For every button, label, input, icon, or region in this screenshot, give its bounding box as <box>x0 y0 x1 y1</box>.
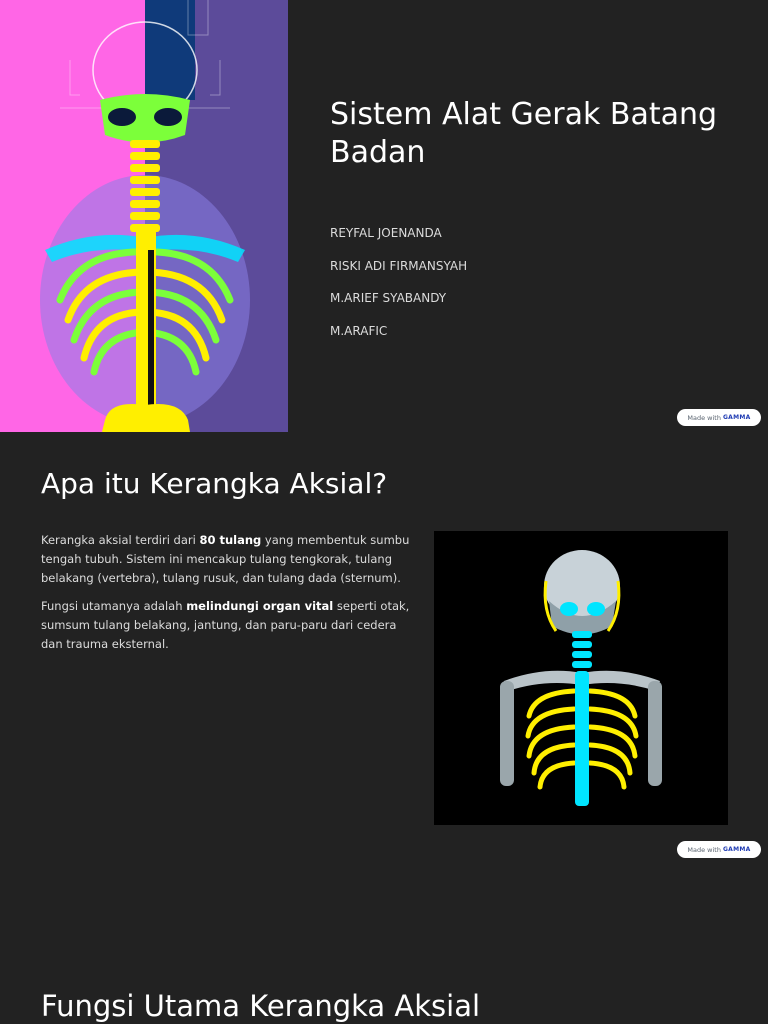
author-name: REYFAL JOENANDA <box>330 226 442 240</box>
emphasis-text: 80 tulang <box>199 533 262 547</box>
main-functions-slide <box>0 864 768 1024</box>
badge-prefix: Made with <box>687 413 721 422</box>
author-name: RISKI ADI FIRMANSYAH <box>330 258 468 273</box>
gamma-logo: GAMMA <box>722 414 751 421</box>
gamma-logo: GAMMA <box>722 846 751 853</box>
author-name: M.ARAFIC <box>330 323 388 338</box>
author-list <box>330 226 467 356</box>
emphasis-text: melindungi organ vital <box>186 599 334 613</box>
neon-skeleton-image <box>434 531 728 825</box>
paragraph-text: Kerangka aksial terdiri dari <box>41 533 200 547</box>
paragraph-composition <box>41 531 411 588</box>
author-name: M.ARIEF SYABANDY <box>330 291 447 306</box>
made-with-gamma-badge[interactable] <box>677 841 761 858</box>
slide-heading: Apa itu Kerangka Aksial? <box>41 467 388 500</box>
badge-prefix: Made with <box>687 845 721 854</box>
paragraph-function <box>41 597 411 654</box>
skeleton-illustration-image <box>0 0 288 432</box>
axial-skeleton-slide <box>0 432 768 864</box>
made-with-gamma-badge[interactable] <box>677 409 761 426</box>
paragraph-text: yang membentuk sumbu tengah tubuh. Sistem ini mencakup tulang tengkorak, tulang belakang (vertebra), tulang rusuk, dan tulang dada (sternum). <box>41 533 410 585</box>
presentation-title: Sistem Alat Gerak Batang Badan <box>330 97 718 170</box>
slide-heading: Fungsi Utama Kerangka Aksial <box>41 989 481 1023</box>
title-slide <box>0 0 768 432</box>
paragraph-text: seperti otak, sumsum tulang belakang, jantung, dan paru-paru dari cedera dan trauma eksternal. <box>41 599 410 651</box>
paragraph-text: Fungsi utamanya adalah <box>41 599 187 613</box>
